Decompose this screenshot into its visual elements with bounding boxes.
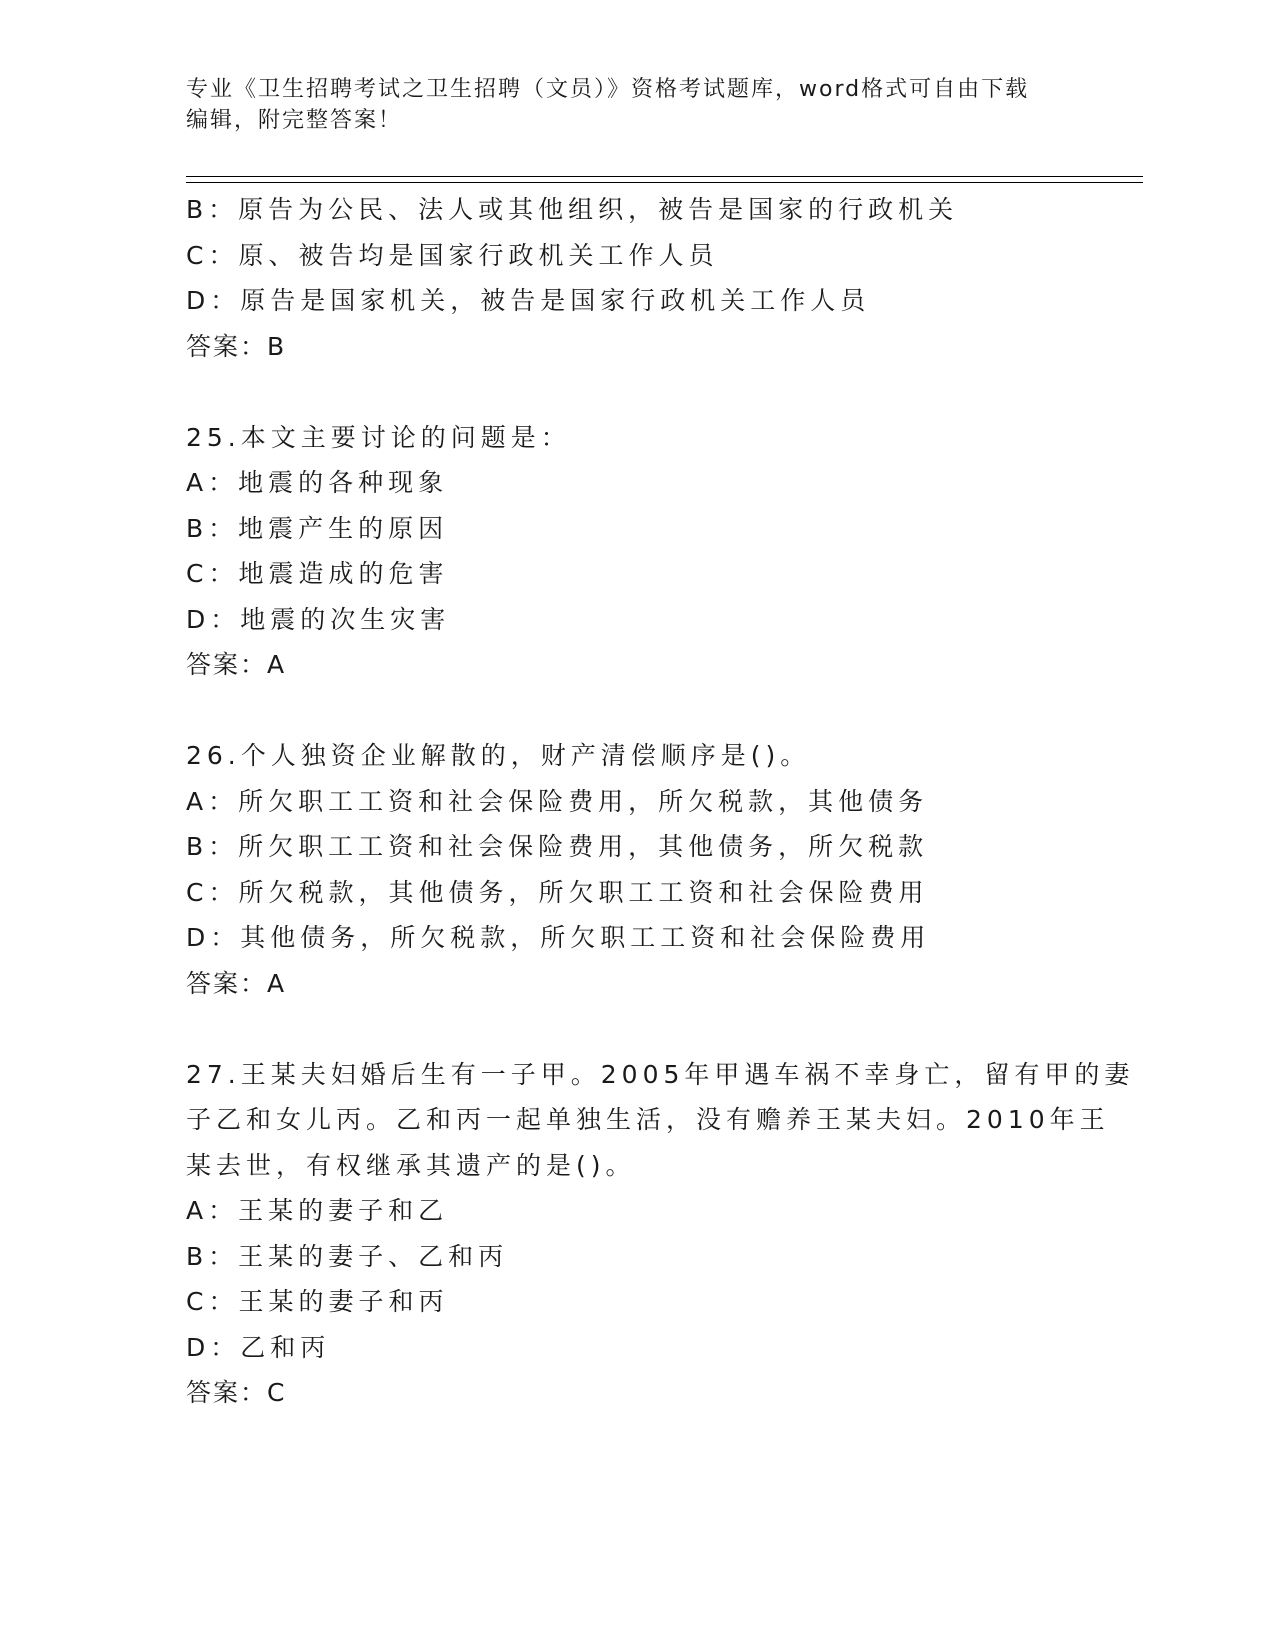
header-line-2: 编辑，附完整答案！ <box>186 108 403 133</box>
q25-option-b: B：地震产生的原因 <box>186 513 449 543</box>
q25-question: 25.本文主要讨论的问题是： <box>186 422 571 452</box>
q27-option-d: D：乙和丙 <box>186 1332 331 1362</box>
q26-question: 26.个人独资企业解散的，财产清偿顺序是()。 <box>186 741 811 770</box>
header-divider-bottom <box>186 182 1143 183</box>
question-24 <box>186 187 1106 369</box>
q27-option-b: B：王某的妻子、乙和丙 <box>186 1241 509 1271</box>
question-25 <box>186 415 1106 688</box>
q25-option-d: D：地震的次生灾害 <box>186 604 451 634</box>
q27-answer: 答案：C <box>186 1378 287 1407</box>
header-divider-top <box>186 176 1143 177</box>
q26-option-a: A：所欠职工工资和社会保险费用，所欠税款，其他债务 <box>186 786 929 816</box>
question-26 <box>186 733 1106 1006</box>
q27-question-line-1: 27.王某夫妇婚后生有一子甲。2005年甲遇车祸不幸身亡，留有甲的妻 <box>186 1059 1135 1089</box>
q24-answer: 答案：B <box>186 331 287 361</box>
q27-option-a: A：王某的妻子和乙 <box>186 1196 449 1225</box>
q25-option-a: A：地震的各种现象 <box>186 468 449 497</box>
q27-question-line-2: 子乙和女儿丙。乙和丙一起单独生活，没有赡养王某夫妇。2010年王 <box>186 1105 1110 1134</box>
spacer <box>186 1006 1106 1052</box>
q26-option-c: C：所欠税款，其他债务，所欠职工工资和社会保险费用 <box>186 877 929 907</box>
header-line-1: 专业《卫生招聘考试之卫生招聘（文员）》资格考试题库，word格式可自由下载 <box>186 77 1030 102</box>
q27-option-c: C：王某的妻子和丙 <box>186 1287 449 1316</box>
q27-question-line-3: 某去世，有权继承其遗产的是()。 <box>186 1150 636 1180</box>
document-header <box>186 74 1066 136</box>
spacer <box>186 369 1106 415</box>
q26-option-b: B：所欠职工工资和社会保险费用，其他债务，所欠税款 <box>186 832 929 861</box>
q24-option-c: C：原、被告均是国家行政机关工作人员 <box>186 240 719 270</box>
question-27 <box>186 1052 1135 1416</box>
q24-option-b: B：原告为公民、法人或其他组织，被告是国家的行政机关 <box>186 195 959 224</box>
q24-option-d: D：原告是国家机关，被告是国家行政机关工作人员 <box>186 286 871 315</box>
q26-option-d: D：其他债务，所欠税款，所欠职工工资和社会保险费用 <box>186 923 931 952</box>
q25-answer: 答案：A <box>186 650 287 679</box>
q26-answer: 答案：A <box>186 968 287 998</box>
question-list <box>186 187 1135 1416</box>
spacer <box>186 688 1106 734</box>
q25-option-c: C：地震造成的危害 <box>186 559 449 588</box>
